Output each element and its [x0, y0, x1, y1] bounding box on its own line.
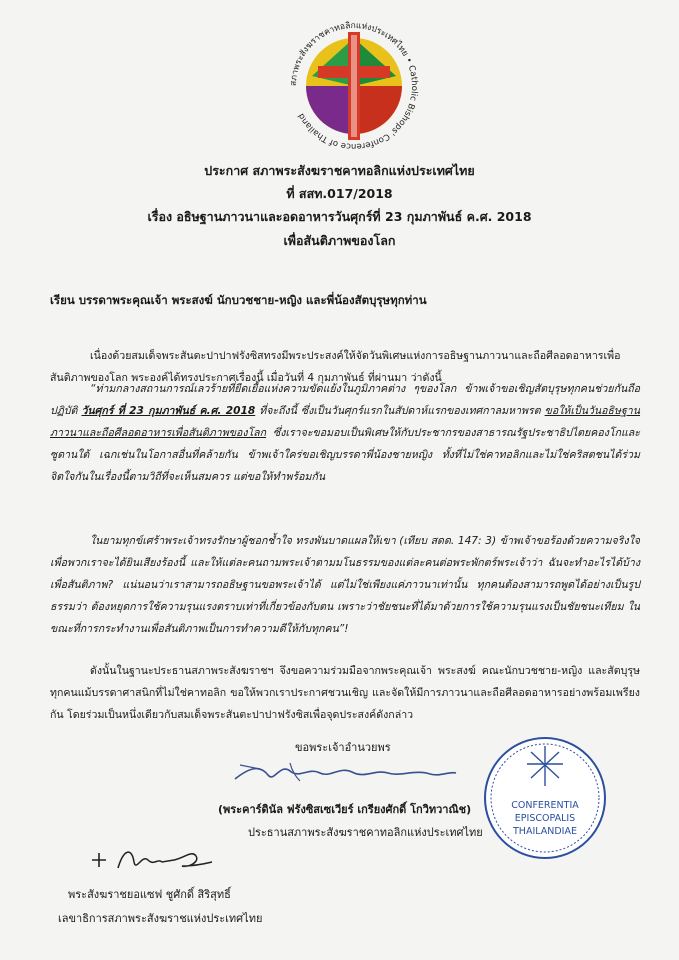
paragraph-1-text: เนื่องด้วยสมเด็จพระสันตะปาปาฟรังซิสทรงมีพระประสงค์ให้จัดวันพิเศษแห่งการอธิษฐานภาวนาและถือศีลอดอาหารเพื่อสันติภาพของโลก พระองค์ได้ทรงประกาศเรื่องนี้ เมื่อวันที่ 4 กุมภาพันธ์ ที่ผ่านมา ว่าดังนี้	[50, 350, 621, 384]
paragraph-2-c: ที่จะถึงนี้ ซึ่งเป็นวันศุกร์แรกในสัปดาห์แรกของเทศกาลมหาพรต	[255, 405, 545, 417]
closing-blessing: ขอพระเจ้าอำนวยพร	[295, 741, 391, 754]
signatory-1-title: ประธานสภาพระสังฆราชคาทอลิกแห่งประเทศไทย	[248, 826, 483, 839]
signature-1	[230, 757, 460, 789]
announcement-title: ประกาศ สภาพระสังฆราชคาทอลิกแห่งประเทศไทย	[204, 163, 475, 178]
conference-seal	[481, 734, 609, 862]
subject-line: เรื่อง อธิษฐานภาวนาและอดอาหารวันศุกร์ที่ 23 กุมภาพันธ์ ค.ศ. 2018	[147, 209, 532, 224]
paragraph-2-date: วันศุกร์ ที่ 23 กุมภาพันธ์ ค.ศ. 2018	[81, 405, 256, 417]
svg-text:สภาพระสังฆราชคาทอลิกแห่งประเทศ: สภาพระสังฆราชคาทอลิกแห่งประเทศไทย • Catholic Bishops' Conference of Thailand	[288, 20, 420, 152]
seal-line-1: CONFERENTIA	[511, 800, 579, 811]
paragraph-2-day-of-prayer: ขอให้เป็นวันอธิษฐานภาวนาและถือศีลอดอาหารเพื่อสันติภาพของโลก	[50, 405, 640, 439]
document-number: ที่ สสท.017/2018	[286, 186, 393, 201]
salutation: เรียน บรรดาพระคุณเจ้า พระสงฆ์ นักบวชชาย-หญิง และพี่น้องสัตบุรุษทุกท่าน	[50, 293, 427, 307]
signatory-1-name: (พระคาร์ดินัล ฟรังซิสเซเวียร์ เกรียงศักดิ์ โกวิทวาณิช)	[218, 803, 472, 816]
signatory-2-title: เลขาธิการสภาพระสังฆราชแห่งประเทศไทย	[58, 912, 263, 925]
paragraph-4	[50, 660, 640, 726]
paragraph-3-text: ในยามทุกข์เศร้าพระเจ้าทรงรักษาผู้ชอกช้ำใจ ทรงพันบาดแผลให้เขา (เทียบ สดด. 147: 3) ข้าพเจ้าขอร้องด้วยความจริงใจเพื่อพวกเราจะได้ยินเสียงร้องนี้ และให้แต่ละคนถามพระเจ้าตามมโนธรรมของแต่ละคนต่อพระพักตร์พระเจ้าว่า ฉันจะทำอะไรได้บ้างเพื่อสันติภาพ? แน่นอนว่าเราสามารถอธิษฐานขอพระเจ้าได้ แต่ไม่ใช่เพียงแค่ภาวนาเท่านั้น ทุกคนต้องสามารถพูดได้อย่างเป็นรูปธรรมว่า ต้องหยุดการใช้ความรุนแรงตราบเท่าที่เกี่ยวข้องกับตน เพราะว่าชัยชนะที่ได้มาด้วยการใช้ความรุนแรงเป็นชัยชนะเทียม ในขณะที่การกระทำงานเพื่อสันติภาพเป็นการทำความดีให้กับทุกคน”!	[50, 535, 640, 635]
subject-line-2: เพื่อสันติภาพของโลก	[283, 233, 396, 248]
seal-line-2: EPISCOPALIS	[514, 813, 576, 824]
paragraph-2-e: ซึ่งเราจะขอมอบเป็นพิเศษให้กับประชากรของสาธารณรัฐประชาธิปไตยคองโกและซูดานใต้ เฉกเช่นในโอกาสอื่นที่คล้ายกัน ข้าพเจ้าใคร่ขอเชิญบรรดาพี่น้องชายหญิง ทั้งที่ไม่ใช่คาทอลิกและไม่ใช่คริสตชนได้ร่วมจิตใจกันในเรื่องนี้ตามวิถีที่จะเห็นสมควร แต่ขอให้ทำพร้อมกัน	[50, 427, 640, 483]
signatory-2-name: พระสังฆราชยอแซฟ ชูศักดิ์ สิริสุทธิ์	[68, 888, 231, 901]
signature-2	[88, 842, 218, 876]
paragraph-2-a: “ท่ามกลางสถานการณ์เลวร้ายที่ยืดเยื้อแห่งความขัดแย้งในภูมิภาคต่าง ๆของโลก ข้าพเจ้าขอเชิญสัตบุรุษทุกคนช่วยกันถือปฏิบัติ	[50, 383, 640, 417]
paragraph-3	[50, 530, 640, 640]
seal-line-3: THAILANDIAE	[513, 826, 577, 837]
paragraph-2	[50, 378, 640, 488]
cbct-logo	[284, 16, 424, 156]
paragraph-4-text: ดังนั้นในฐานะประธานสภาพระสังฆราชฯ จึงขอความร่วมมือจากพระคุณเจ้า พระสงฆ์ คณะนักบวชชาย-หญิง และสัตบุรุษทุกคนแม้บรรดาศาสนิกที่ไม่ใช่คาทอลิก ขอให้พวกเราประกาศชวนเชิญ และจัดให้มีการภาวนาและถือศีลอดอาหารอย่างพร้อมเพรียงกัน โดยร่วมเป็นหนึ่งเดียวกับสมเด็จพระสันตะปาปาฟรังซิสเพื่อจุดประสงค์ดังกล่าว	[50, 665, 640, 721]
